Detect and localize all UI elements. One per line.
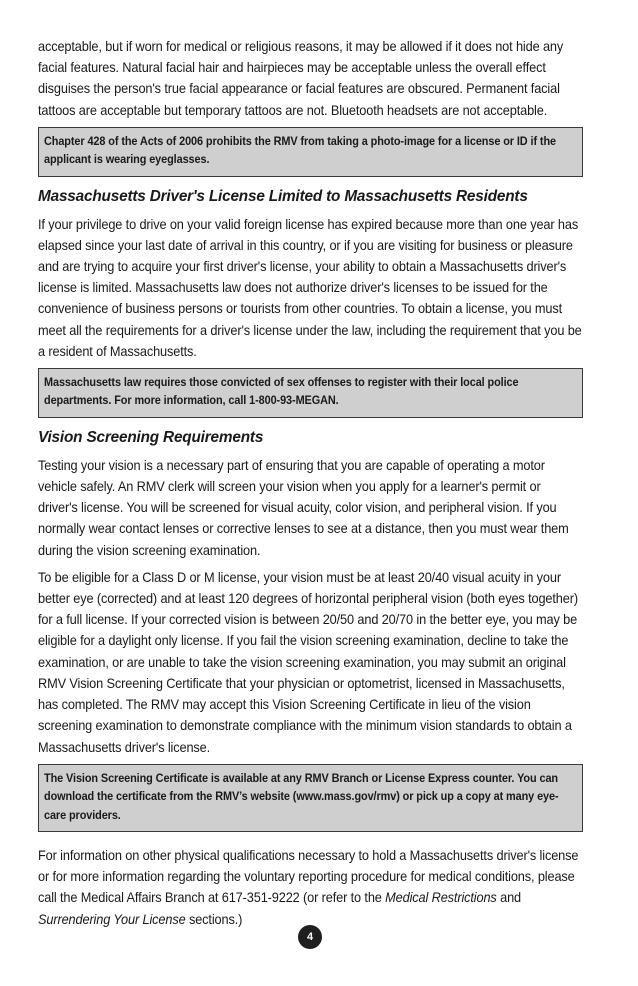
- closing-text-before: For information on other physical qualifications necessary to hold a Massachusetts driver's license or for more information regarding the voluntary reporting procedure for medical conditions, please call the Medical Affairs Branch at 617-351-9222 (or refer to the: [38, 847, 579, 906]
- notice-text-vision-certificate: The Vision Screening Certificate is available at any RMV Branch or License Express counter. You can download the certificate from the RMV’s website (www.mass.gov/rmv) or pick up a copy at many eye-care providers.: [44, 771, 559, 822]
- ref-surrendering-license: Surrendering Your License: [38, 911, 186, 927]
- page-number-badge: 4: [298, 925, 322, 949]
- notice-box-vision-certificate: [38, 764, 583, 832]
- closing-text-after: sections.): [185, 911, 243, 927]
- document-page: [38, 0, 583, 930]
- notice-text-sex-offenses: Massachusetts law requires those convicted of sex offenses to register with their local police departments. For more information, call 1-800-93-MEGAN.: [44, 376, 519, 408]
- vision-paragraph-1: Testing your vision is a necessary part of ensuring that you are capable of operating a motor vehicle safely. An RMV clerk will screen your vision when you apply for a learner's permit or driver's license. You will be screened for visual acuity, color vision, and peripheral vision. If you normally wear contact lenses or corrective lenses to see at a distance, then you must wear them during the vision screening examination.: [38, 457, 569, 558]
- heading-vision: Vision Screening Requirements: [38, 428, 264, 446]
- notice-box-eyeglasses: [38, 127, 583, 177]
- closing-paragraph: [38, 845, 583, 930]
- vision-paragraph-2: To be eligible for a Class D or M license, your vision must be at least 20/40 visual acuity in your better eye (corrected) and at least 120 degrees of horizontal peripheral vision (both eyes together) for a full license. If your corrected vision is between 20/50 and 20/70 in the better eye, you may be eligible for a daylight only license. If you fail the vision screening examination, decline to take the examination, or are unable to take the vision screening examination, you may submit an original RMV Vision Screening Certificate that your physician or optometrist, licensed in Massachusetts, has completed. The RMV may accept this Vision Screening Certificate in lieu of the vision screening examination to demonstrate compliance with the minimum vision standards to obtain a Massachusetts driver's license.: [38, 569, 578, 755]
- intro-paragraph: acceptable, but if worn for medical or religious reasons, it may be allowed if it does not hide any facial features. Natural facial hair and hairpieces may be acceptable unless the overall effect disguises the person's true facial appearance or facial features are obscured. Permanent facial tattoos are acceptable but temporary tattoos are not. Bluetooth headsets are not acceptable.: [38, 39, 564, 118]
- heading-residents: Massachusetts Driver's License Limited to Massachusetts Residents: [38, 187, 528, 205]
- ref-medical-restrictions: Medical Restrictions: [385, 890, 497, 906]
- notice-box-sex-offenses: [38, 368, 583, 418]
- closing-text-and: and: [496, 890, 521, 906]
- notice-text-eyeglasses: Chapter 428 of the Acts of 2006 prohibits the RMV from taking a photo-image for a license or ID if the applicant is wearing eyeglasses.: [44, 134, 556, 167]
- residents-paragraph: If your privilege to drive on your valid foreign license has expired because more than one year has elapsed since your last date of arrival in this country, or if you are visiting for business or pleasure and are trying to acquire your first driver's license, your ability to obtain a Massachusetts driver's license is limited. Massachusetts law does not authorize driver's licenses to be issued for the convenience of business persons or tourists from other countries. To obtain a license, you must meet all the requirements for a driver's license under the law, including the requirement that you be a resident of Massachusetts.: [38, 216, 582, 359]
